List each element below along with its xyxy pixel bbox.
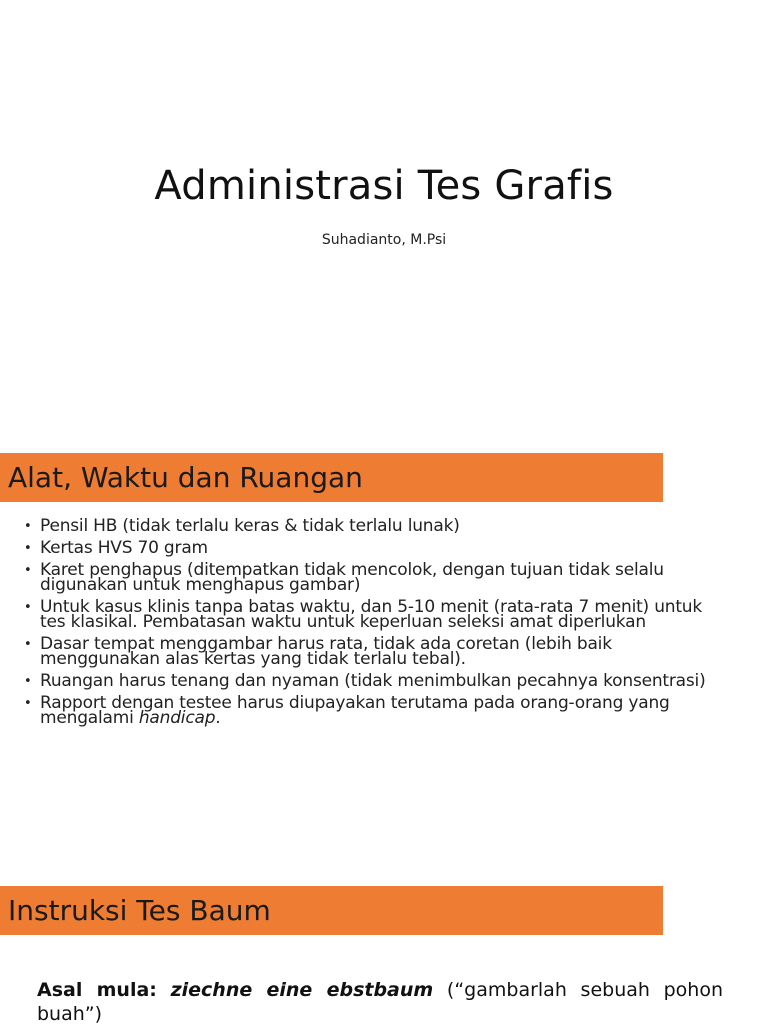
slide-header-instructions: Instruksi Tes Baum <box>0 886 663 935</box>
bullet-dot-icon: • <box>24 696 32 711</box>
bullet-item: • Rapport dengan testee harus diupayakan terutama pada orang-orang yang mengalami handicap. <box>24 693 670 728</box>
title-slide <box>0 0 768 420</box>
german-phrase: ziechne eine ebstbaum <box>170 979 434 1001</box>
bullet-dot-icon: • <box>24 600 32 615</box>
phrase-translation: (“gambarlah sebuah pohon buah”) <box>37 979 724 1024</box>
bullet-dot-icon: • <box>24 541 32 556</box>
bullet-item: • Kertas HVS 70 gram <box>24 538 208 558</box>
instructions-slide <box>0 850 768 1024</box>
presentation-author: Suhadianto, M.Psi <box>321 232 447 248</box>
origin-label: Asal mula: <box>37 979 157 1001</box>
emphasis-handicap: handicap <box>138 708 216 728</box>
bullet-dot-icon: • <box>24 637 32 652</box>
presentation-title: Administrasi Tes Grafis <box>154 163 614 209</box>
bullet-dot-icon: • <box>24 519 32 534</box>
bullet-item: • Dasar tempat menggambar harus rata, tidak ada coretan (lebih baik menggunakan alas kertas yang tidak terlalu tebal). <box>24 634 612 669</box>
bullet-item: • Ruangan harus tenang dan nyaman (tidak menimbulkan pecahnya konsentrasi) <box>24 671 706 691</box>
origin-paragraph <box>37 978 723 1024</box>
bullet-dot-icon: • <box>24 563 32 578</box>
bullet-item: • Untuk kasus klinis tanpa batas waktu, dan 5-10 menit (rata-rata 7 menit) untuk tes klasikal. Pembatasan waktu untuk keperluan seleksi amat diperlukan <box>24 597 703 632</box>
bullet-item: • Pensil HB (tidak terlalu keras & tidak terlalu lunak) <box>24 516 460 536</box>
tools-slide <box>0 420 768 850</box>
slide-header-tools: Alat, Waktu dan Ruangan <box>0 453 663 502</box>
bullet-dot-icon: • <box>24 674 32 689</box>
bullet-item: • Karet penghapus (ditempatkan tidak mencolok, dengan tujuan tidak selalu digunakan untuk menghapus gambar) <box>24 560 664 595</box>
tools-bullet-list <box>24 516 720 733</box>
